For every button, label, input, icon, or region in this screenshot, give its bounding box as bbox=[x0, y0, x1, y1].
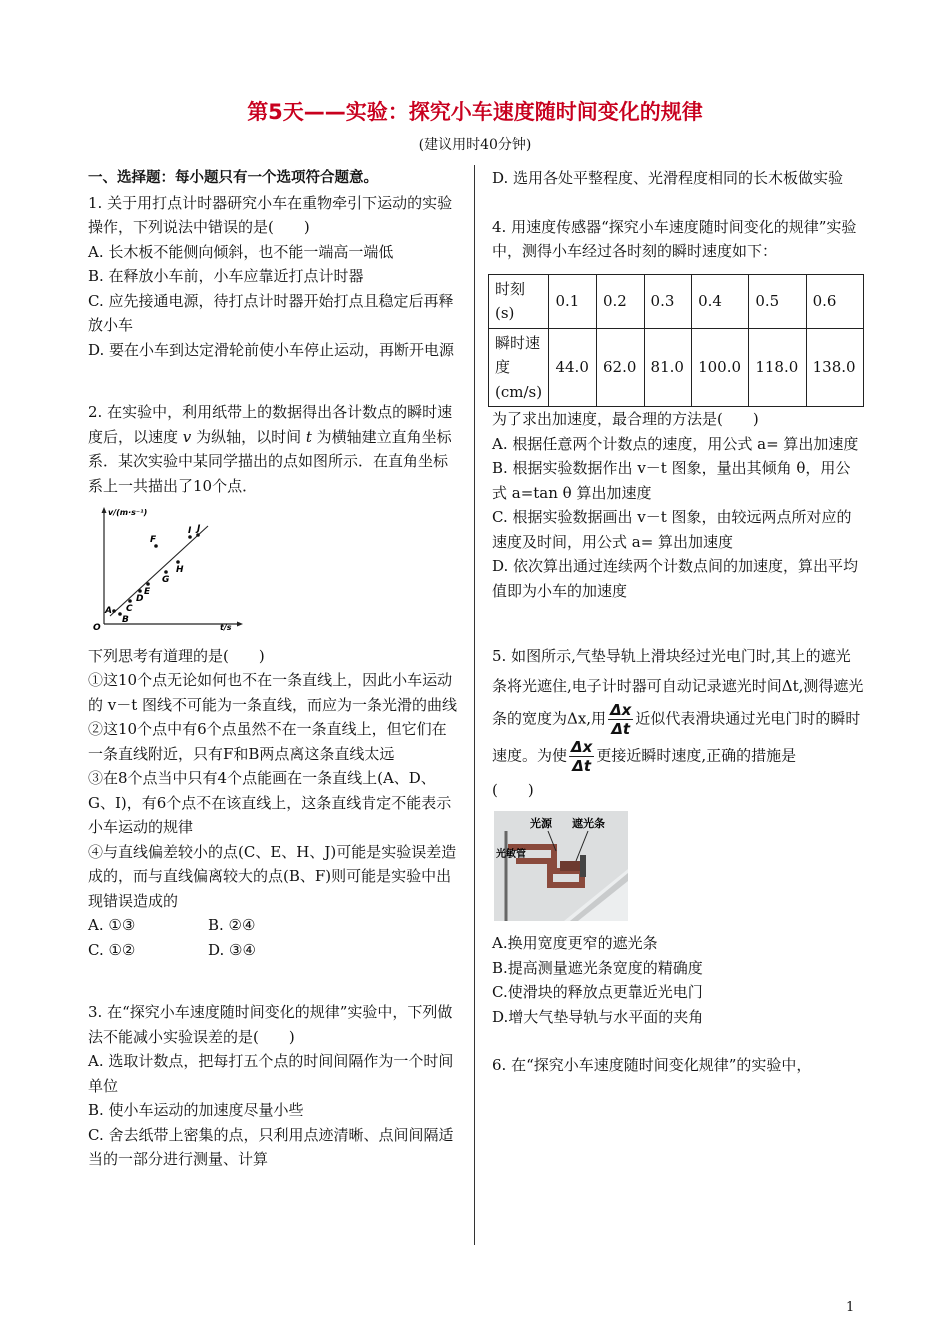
graph-points bbox=[104, 524, 201, 625]
q4-stem: 4. 用速度传感器“探究小车速度随时间变化的规律”实验中，测得小车经过各时刻的瞬时速度如下： bbox=[492, 217, 857, 260]
graph-point-label-b: B bbox=[122, 615, 129, 625]
q2-options-row2 bbox=[88, 938, 460, 963]
page-number: 1 bbox=[846, 1300, 855, 1315]
page-title: 第5天——实验：探究小车速度随时间变化的规律 bbox=[247, 100, 703, 124]
q2-option-a: A. ①③ bbox=[88, 916, 136, 934]
graph-point-label-f: F bbox=[150, 535, 157, 545]
page-subtitle: (建议用时40分钟) bbox=[418, 137, 532, 153]
q2-statement-4: ④与直线偏差较小的点(C、E、H、J)可能是实验误差造成的，而与直线偏离较大的点(B、F)则可能是实验中出现错误造成的 bbox=[88, 842, 457, 910]
q5-option-a: A.换用宽度更窄的遮光条 bbox=[492, 934, 658, 952]
left-column bbox=[88, 166, 460, 1172]
q5-stem: 5. 如图所示,气垫导轨上滑块经过光电门时,其上的遮光条将光遮住,电子计时器可自动记录遮光时间Δt,测得遮光条的宽度为Δx,用 $\frac{\Delta x}{\Delta t}$ 近似代表滑块通过光电门时的瞬时速度。为使 $\frac{\Delta x}{\Delta t}$ 更接近瞬时速度,正确的措施是 ( ) bbox=[492, 647, 864, 799]
origin-label: O bbox=[93, 623, 101, 632]
q6-stem: 6. 在“探究小车速度随时间变化规律”的实验中， bbox=[492, 1056, 812, 1074]
table-row-speed bbox=[489, 328, 864, 407]
q4-option-a: A. 根据任意两个计数点的速度，用公式 a= 算出加速度 bbox=[492, 434, 859, 453]
air-track-photo bbox=[494, 811, 628, 921]
q3-option-d: D. 选用各处平整程度、光滑程度相同的长木板做实验 bbox=[492, 169, 844, 187]
q3-stem: 3. 在“探究小车速度随时间变化的规律”实验中，下列做法不能减小实验误差的是( ) bbox=[88, 1003, 453, 1046]
label-strip: 遮光条 bbox=[572, 817, 605, 830]
q5-option-b: B.提高测量遮光条宽度的精确度 bbox=[492, 958, 703, 977]
graph-point-label-a: A bbox=[105, 606, 112, 616]
graph-point-e bbox=[146, 582, 150, 586]
label-sensor: 光敏管 bbox=[496, 849, 526, 860]
q4-question: 为了求出加速度，最合理的方法是( ) bbox=[492, 410, 759, 428]
graph-point-d bbox=[138, 589, 142, 593]
table-cell: 62.0 bbox=[597, 328, 645, 407]
var-v: v bbox=[182, 427, 192, 446]
y-axis-arrow bbox=[102, 507, 107, 513]
graph-point-label-i: I bbox=[188, 526, 192, 536]
fit-line bbox=[110, 526, 208, 616]
section-heading: 一、选择题：每小题只有一个选项符合题意。 bbox=[88, 170, 378, 186]
x-axis-label: t/s bbox=[220, 623, 232, 632]
q2-statement-1: ①这10个点无论如何也不在一条直线上，因此小车运动的 v－t 图线不可能为一条直线，而应为一条光滑的曲线 bbox=[88, 671, 458, 714]
table-cell: 118.0 bbox=[749, 328, 806, 407]
q2-options-row1 bbox=[88, 913, 460, 938]
graph-point-label-j: J bbox=[197, 524, 201, 534]
q1-option-b: B. 在释放小车前，小车应靠近打点计时器 bbox=[88, 267, 364, 285]
table-cell: 0.5 bbox=[749, 274, 806, 328]
column-divider bbox=[474, 165, 475, 1245]
q2-option-c: C. ①② bbox=[88, 940, 136, 959]
q4-option-c: C. 根据实验数据画出 v－t 图象，由较远两点所对应的速度及时间，用公式 a= 算出加速度 bbox=[492, 508, 852, 551]
table-header-speed: 瞬时速度(cm/s) bbox=[489, 328, 549, 407]
q1-stem: 1. 关于用打点计时器研究小车在重物牵引下运动的实验操作，下列说法中错误的是( ) bbox=[88, 193, 453, 236]
q1-option-d: D. 要在小车到达定滑轮前使小车停止运动，再断开电源 bbox=[88, 340, 455, 359]
graph-point-g bbox=[164, 570, 168, 574]
q2-question: 下列思考有道理的是( ) bbox=[88, 646, 265, 665]
q2-option-b: B. ②④ bbox=[208, 916, 256, 934]
table-cell: 81.0 bbox=[644, 328, 692, 407]
var-t: t bbox=[305, 427, 312, 446]
q4-option-d: D. 依次算出通过连续两个计数点间的加速度，算出平均值即为小车的加速度 bbox=[492, 557, 859, 600]
q2-statement-2: ②这10个点中有6个点虽然不在一条直线上，但它们在一条直线附近，只有F和B两点离这条直线太远 bbox=[88, 720, 447, 763]
table-cell: 0.1 bbox=[549, 274, 597, 328]
q4-speed-table bbox=[488, 274, 864, 408]
table-cell: 0.2 bbox=[597, 274, 645, 328]
graph-point-label-g: G bbox=[162, 575, 170, 585]
x-axis-arrow bbox=[237, 622, 243, 627]
q3-option-c: C. 舍去纸带上密集的点，只利用点迹清晰、点间间隔适当的一部分进行测量、计算 bbox=[88, 1125, 454, 1168]
q1-option-c: C. 应先接通电源，待打点计时器开始打点且稳定后再释放小车 bbox=[88, 291, 454, 334]
table-cell: 138.0 bbox=[806, 328, 863, 407]
graph-point-label-d: D bbox=[136, 594, 144, 604]
fraction-dx-dt-2: $\frac{\Delta x}{\Delta t}$ bbox=[571, 738, 593, 775]
y-axis-label: v/(m·s⁻¹) bbox=[108, 508, 148, 517]
air-track-photo-svg bbox=[494, 811, 628, 921]
right-column bbox=[492, 166, 864, 1078]
fraction-dx-dt: $\frac{\Delta x}{\Delta t}$ bbox=[610, 701, 632, 738]
q5-option-d: D.增大气垫导轨与水平面的夹角 bbox=[492, 1007, 704, 1026]
graph-point-a bbox=[112, 609, 116, 613]
table-header-time: 时刻(s) bbox=[489, 274, 549, 328]
q5-option-c: C.使滑块的释放点更靠近光电门 bbox=[492, 983, 703, 1001]
q4-option-b: B. 根据实验数据作出 v－t 图象，量出其倾角 θ，用公式 a=tan θ 算出加速度 bbox=[492, 459, 851, 502]
q3-option-a: A. 选取计数点，把每打五个点的时间间隔作为一个时间单位 bbox=[88, 1052, 454, 1095]
q2-statement-3: ③在8个点当中只有4个点能画在一条直线上(A、D、G、I)，有6个点不在该直线上，这条直线肯定不能表示小车运动的规律 bbox=[88, 769, 452, 836]
graph-point-label-h: H bbox=[176, 565, 184, 575]
graph-point-label-e: E bbox=[144, 587, 151, 597]
q2-stem: 2. 在实验中，利用纸带上的数据得出各计数点的瞬时速度后，以速度 v 为纵轴，以时间 t 为横轴建立直角坐标系．某次实验中某同学描出的点如图所示．在直角坐标系上一共描出了10个点． bbox=[88, 403, 453, 495]
table-cell: 44.0 bbox=[549, 328, 597, 407]
label-light-source: 光源 bbox=[530, 817, 552, 830]
graph-point-h bbox=[176, 560, 180, 564]
table-cell: 0.4 bbox=[692, 274, 749, 328]
vt-graph-svg bbox=[90, 506, 250, 632]
q3-option-b: B. 使小车运动的加速度尽量小些 bbox=[88, 1101, 304, 1119]
table-cell: 100.0 bbox=[692, 328, 749, 407]
graph-point-label-c: C bbox=[126, 604, 133, 614]
table-row-time bbox=[489, 274, 864, 328]
table-cell: 0.6 bbox=[806, 274, 863, 328]
vt-graph bbox=[90, 506, 460, 640]
q1-option-a: A. 长木板不能侧向倾斜，也不能一端高一端低 bbox=[88, 242, 394, 261]
graph-point-c bbox=[128, 599, 132, 603]
table-cell: 0.3 bbox=[644, 274, 692, 328]
q2-option-d: D. ③④ bbox=[208, 940, 256, 959]
